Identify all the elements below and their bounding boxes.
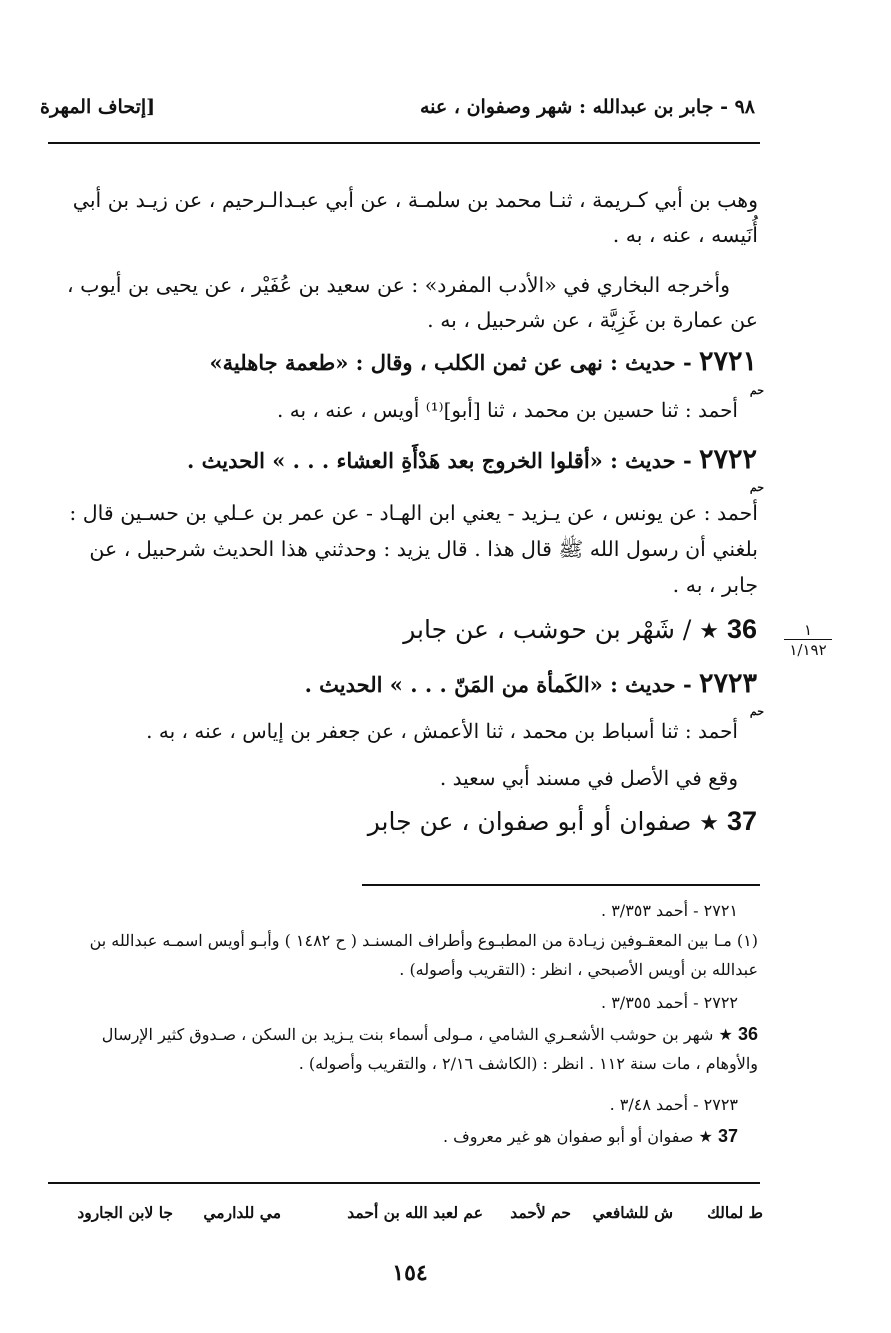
margin-reference [784, 622, 832, 658]
source-symbol: حم [749, 481, 764, 494]
footnote-36 [50, 1020, 758, 1078]
hadith-text: - حديث : «أقلوا الخروج بعد هَدْأَةِ العشاء . . . » الحديث . [187, 448, 692, 473]
footnote-2721: ٢٧٢١ - أحمد ٣/٣٥٣ . [601, 901, 738, 920]
abbreviation-ayn-mim: عم لعبد الله بن أحمد [347, 1203, 483, 1222]
narration-2721: أحمد : ثنا حسين بن محمد ، ثنا [أبو]⁽¹⁾ أويس ، عنه ، به . [277, 398, 738, 422]
footnote-text: ★ صفوان أو أبو صفوان هو غير معروف . [442, 1127, 713, 1146]
section-title: صفوان أو أبو صفوان ، عن جابر [367, 807, 692, 836]
footnote-2722: ٢٧٢٢ - أحمد ٣/٣٥٥ . [601, 993, 738, 1012]
abbreviations-rule [48, 1182, 760, 1184]
abbreviation-mim-ya: مي للدارمي [203, 1203, 281, 1222]
margin-ref-bottom: ١/١٩٢ [789, 641, 827, 659]
hadith-number: ٢٧٢٣ [698, 668, 757, 699]
hadith-number: ٢٧٢٢ [698, 444, 757, 475]
hadith-text: - حديث : «الكَمأة من المَنّ . . . » الحديث . [304, 672, 692, 697]
abbreviation-shin: ش للشافعي [592, 1203, 673, 1222]
margin-ref-top: ١ [784, 622, 832, 640]
chapter-title: ٩٨ - جابر بن عبدالله : شهر وصفوان ، عنه [419, 96, 755, 118]
note-2723: وقع في الأصل في مسند أبي سعيد . [439, 766, 738, 790]
hadith-heading-2723 [305, 668, 757, 699]
footnote-text: ★ شهر بن حوشب الأشعـري الشامي ، مـولى أسماء بنت يـزيد بن السكن ، صـدوق كثير الإرسال والأوهام ، مات سنة ١١٢ . انظر : (الكاشف ٢/١٦ ، والتقريب وأصوله) . [101, 1025, 758, 1073]
abbreviation-ha-mim: حم لأحمد [510, 1203, 571, 1222]
footnote-number: 36 [737, 1024, 758, 1044]
hadith-text: - حديث : نهى عن ثمن الكلب ، وقال : «طعمة جاهلية» [209, 350, 692, 375]
page-number: ١٥٤ [392, 1260, 428, 1286]
hadith-heading-2722 [187, 444, 757, 475]
abbreviation-ta: ط لمالك [707, 1203, 763, 1222]
section-heading-36 [403, 614, 757, 645]
hadith-heading-2721 [210, 346, 757, 377]
section-title: / شَهْر بن حوشب ، عن جابر [403, 615, 692, 644]
star-icon: ★ [699, 619, 719, 644]
takhrij-paragraph: وأخرجه البخاري في «الأدب المفرد» : عن سعيد بن عُفَيْر ، عن يحيى بن أيوب ، عن عمارة بن غَزِيَّة ، عن شرحبيل ، به . [67, 273, 758, 332]
header-rule [48, 142, 760, 144]
footnote-number: 37 [717, 1126, 738, 1146]
source-symbol: حم [749, 705, 764, 718]
abbreviation-jim-alif: جا لابن الجارود [77, 1203, 173, 1222]
section-number: 37 [726, 806, 757, 836]
hadith-number: ٢٧٢١ [698, 346, 757, 377]
section-heading-37 [368, 806, 757, 837]
book-title: [إتحاف المهرة [40, 96, 156, 118]
footnote-rule [362, 884, 760, 886]
footnote-1: (١) مـا بين المعقـوفين زيـادة من المطبـوع وأطراف المسنـد ( ح ١٤٨٢ ) وأبـو أويس اسمـه عبدالله بن عبدالله بن أويس الأصبحي ، انظر : (التقريب وأصوله) . [89, 931, 758, 979]
section-number: 36 [726, 614, 757, 644]
footnote-2723: ٢٧٢٣ - أحمد ٣/٤٨ . [609, 1095, 738, 1114]
source-symbol: حم [749, 384, 764, 397]
star-icon: ★ [699, 811, 719, 836]
footnote-37 [50, 1122, 758, 1151]
continuation-paragraph: وهب بن أبي كـريمة ، ثنـا محمد بن سلمـة ، عن أبي عبـدالـرحيم ، عن زيـد بن أبي أُنَيسه ، عنه ، به . [72, 188, 758, 247]
narration-2722: أحمد : عن يونس ، عن يـزيد - يعني ابن الهـاد - عن عمر بن عـلي بن حسـين قال : بلغني أن رسول الله ﷺ قال هذا . قال يزيد : وحدثني هذا الحديث شرحبيل ، عن جابر ، به . [69, 501, 758, 597]
narration-2723: أحمد : ثنا أسباط بن محمد ، ثنا الأعمش ، عن جعفر بن إياس ، عنه ، به . [146, 719, 738, 743]
